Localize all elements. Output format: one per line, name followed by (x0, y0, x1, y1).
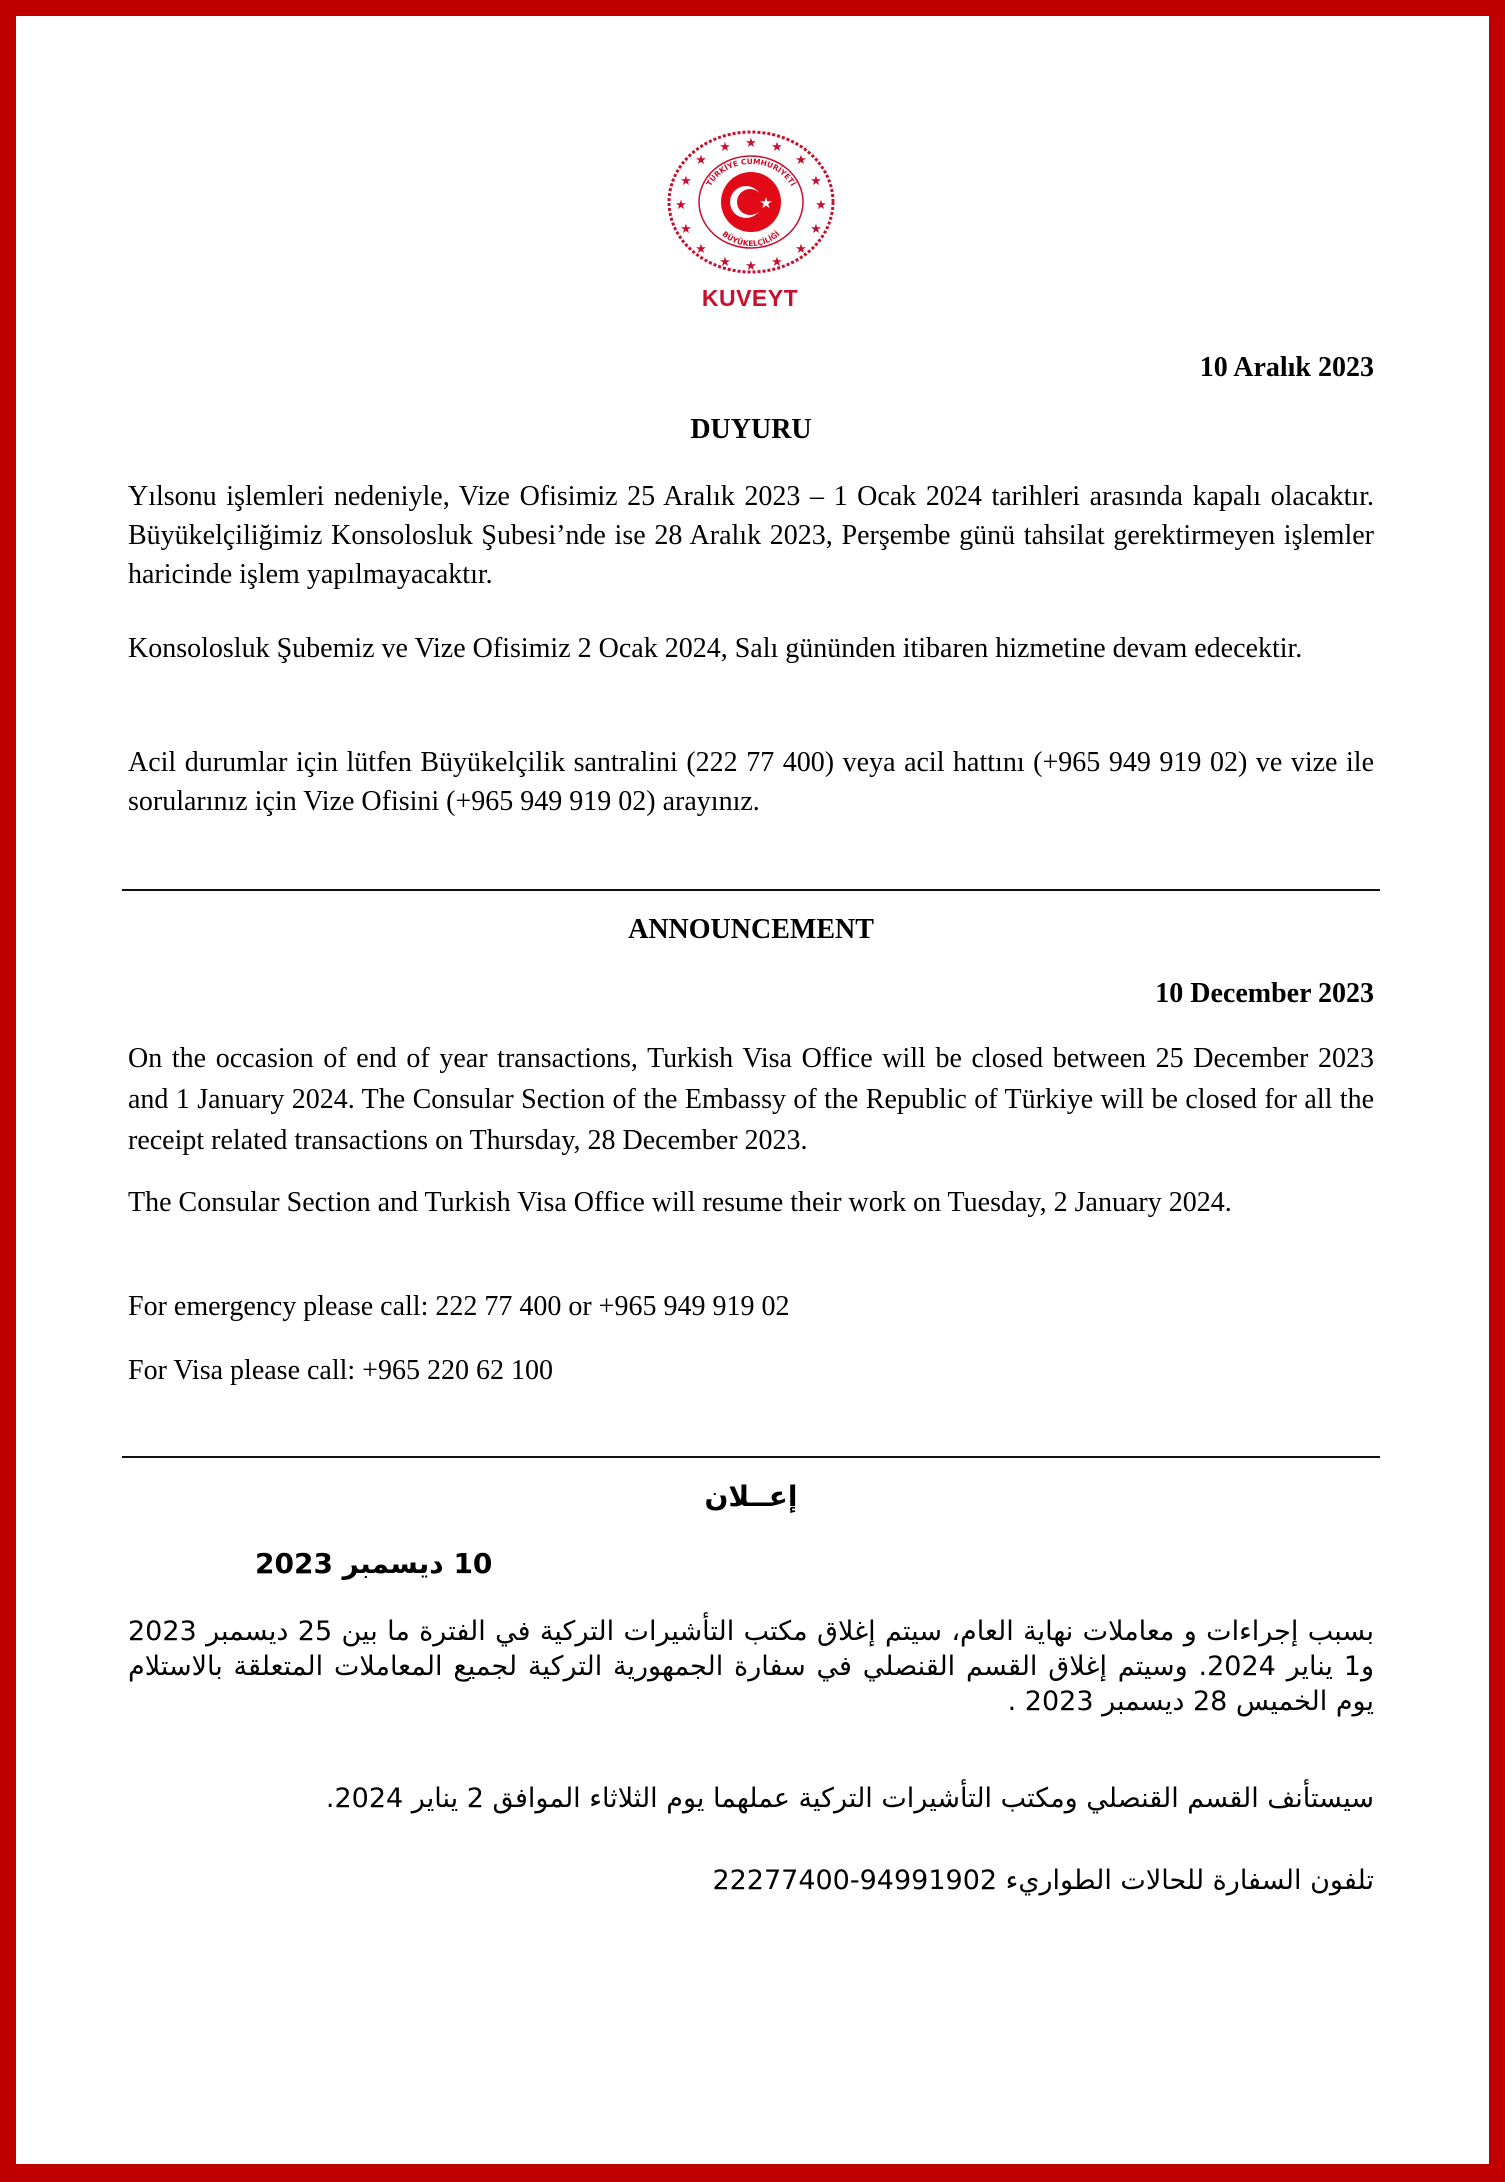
turkish-paragraph: Yılsonu işlemleri nedeniyle, Vize Ofisimiz 25 Aralık 2023 – 1 Ocak 2024 tarihleri arasında kapalı olacaktır. Büyükelçiliğimiz Konsolosluk Şubesi’nde ise 28 Aralık 2023, Perşembe günü tahsilat gerektirmeyen işlemler haricinde işlem yapılmayacaktır. (128, 481, 1374, 590)
english-emergency-phone: For emergency please call: 222 77 400 or +965 949 919 02 (128, 1291, 790, 1322)
arabic-paragraph: بسبب إجراءات و معاملات نهاية العام، سيتم إغلاق مكتب التأشيرات التركية في الفترة ما بين 25 ديسمبر 2023 و1 يناير 2024. وسيتم إغلاق القسم القنصلي في سفارة الجمهورية التركية لجميع المعاملات المتعلقة بالاستلام يوم الخميس 28 ديسمبر 2023 . (128, 1616, 1375, 1717)
svg-text:★: ★ (815, 198, 827, 213)
turkish-title: DUYURU (690, 414, 812, 445)
embassy-seal-logo (666, 130, 836, 275)
english-date: 10 December 2023 (1155, 978, 1374, 1009)
english-paragraph: On the occasion of end of year transactions, Turkish Visa Office will be closed between 25 December 2023 and 1 January 2024. The Consular Section of the Embassy of the Republic of Türkiye will be closed for all the receipt related transactions on Thursday, 28 December 2023. (128, 1043, 1374, 1156)
svg-text:★: ★ (795, 153, 807, 168)
turkish-paragraph: Acil durumlar için lütfen Büyükelçilik santralini (222 77 400) veya acil hattını (+965 949 919 02) ve vize ile sorularınız için Vize Ofisini (+965 949 919 02) arayınız. (128, 747, 1374, 817)
svg-text:★: ★ (771, 140, 783, 155)
svg-text:★: ★ (719, 255, 731, 270)
arabic-date: 10 ديسمبر 2023 (255, 1547, 493, 1580)
turkish-paragraph: Konsolosluk Şubemiz ve Vize Ofisimiz 2 Ocak 2024, Salı gününden itibaren hizmetine devam edecektir. (128, 633, 1303, 664)
english-visa-phone: For Visa please call: +965 220 62 100 (128, 1355, 553, 1386)
svg-text:★: ★ (695, 242, 707, 257)
star-icon: ★ (759, 194, 773, 212)
english-paragraph: The Consular Section and Turkish Visa Office will resume their work on Tuesday, 2 January 2024. (128, 1187, 1232, 1218)
english-title: ANNOUNCEMENT (628, 914, 874, 945)
svg-text:★: ★ (680, 222, 692, 237)
arabic-emergency-phone: تلفون السفارة للحالات الطواريء 94991902-22277400 (712, 1865, 1374, 1896)
turkish-date: 10 Aralık 2023 (1199, 352, 1374, 383)
section-divider (122, 889, 1380, 891)
svg-text:★: ★ (719, 140, 731, 155)
svg-text:★: ★ (675, 198, 687, 213)
svg-text:BÜYÜKELÇİLİĞİ: BÜYÜKELÇİLİĞİ (720, 229, 782, 249)
arabic-title: إعــلان (704, 1480, 798, 1513)
svg-text:★: ★ (771, 255, 783, 270)
svg-text:★: ★ (680, 174, 692, 189)
svg-text:TÜRKİYE CUMHURİYETİ: TÜRKİYE CUMHURİYETİ (704, 156, 798, 188)
svg-text:★: ★ (810, 222, 822, 237)
svg-text:★: ★ (695, 153, 707, 168)
svg-text:★: ★ (810, 174, 822, 189)
svg-text:★: ★ (795, 242, 807, 257)
section-divider (122, 1456, 1380, 1458)
svg-text:★: ★ (745, 136, 757, 151)
svg-text:★: ★ (745, 259, 757, 274)
arabic-paragraph: سيستأنف القسم القنصلي ومكتب التأشيرات التركية عملهما يوم الثلاثاء الموافق 2 يناير 2024. (325, 1783, 1374, 1814)
logo-caption: KUVEYT (701, 285, 799, 311)
